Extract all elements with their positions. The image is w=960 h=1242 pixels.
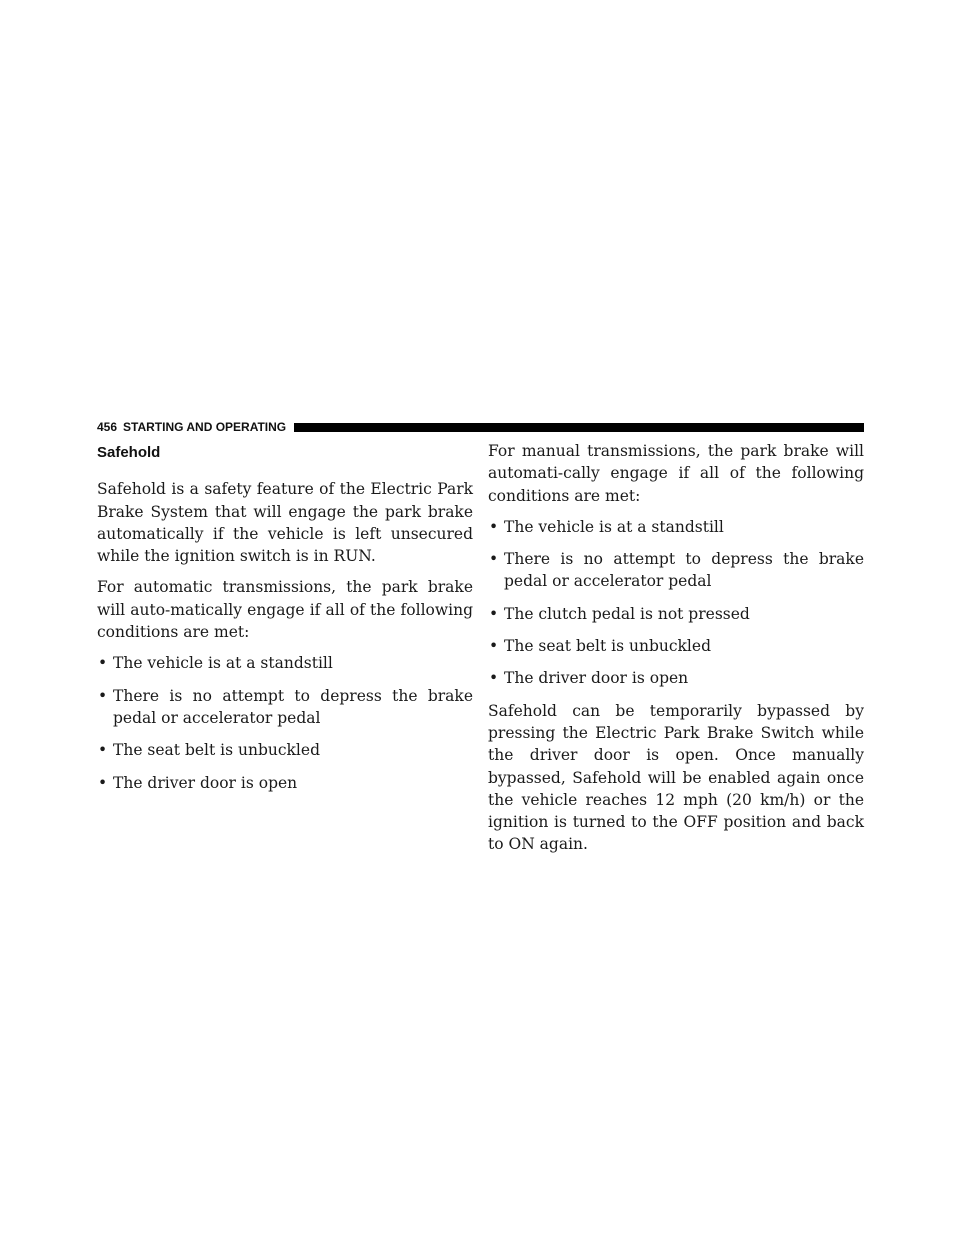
list-item-text: The driver door is open bbox=[504, 669, 689, 688]
list-item bbox=[488, 516, 864, 538]
bullet-icon: • bbox=[489, 517, 499, 536]
bullet-icon: • bbox=[98, 654, 108, 673]
bullet-icon: • bbox=[98, 773, 108, 792]
bullet-icon: • bbox=[489, 604, 499, 623]
bullet-icon: • bbox=[98, 686, 108, 705]
list-item bbox=[488, 667, 864, 689]
page-number: 456 bbox=[97, 420, 118, 434]
list-item bbox=[97, 685, 473, 730]
list-item-text: The seat belt is unbuckled bbox=[113, 741, 320, 760]
list-item bbox=[488, 603, 864, 625]
bypass-paragraph: Safehold can be temporarily bypassed by pressing the Electric Park Brake Switch while the driver door is open. Once manually bypassed, Safehold will be enabled again once the vehicle reaches 12 mph (20 km/h) or the ignition is turned to the OFF position and back to ON again. bbox=[488, 701, 864, 854]
list-item-text: The vehicle is at a standstill bbox=[504, 517, 724, 536]
automatic-intro-paragraph: For automatic transmissions, the park brake will auto-matically engage if all of the following conditions are met: bbox=[97, 578, 473, 642]
list-item-text: The driver door is open bbox=[113, 773, 298, 792]
intro-paragraph: Safehold is a safety feature of the Electric Park Brake System that will engage the park brake automatically if the vehicle is left unsecured while the ignition switch is in RUN. bbox=[97, 480, 473, 566]
list-item bbox=[488, 635, 864, 657]
section-heading: Safehold bbox=[97, 444, 161, 461]
bullet-icon: • bbox=[489, 669, 499, 688]
section-title: STARTING AND OPERATING bbox=[123, 420, 287, 434]
header-rule bbox=[294, 423, 864, 432]
list-item-text: There is no attempt to depress the brake pedal or accelerator pedal bbox=[504, 550, 864, 591]
list-item bbox=[97, 772, 473, 794]
list-item bbox=[488, 548, 864, 593]
bullet-icon: • bbox=[98, 741, 108, 760]
list-item-text: The vehicle is at a standstill bbox=[113, 654, 333, 673]
list-item-text: There is no attempt to depress the brake pedal or accelerator pedal bbox=[113, 686, 473, 727]
list-item bbox=[97, 652, 473, 674]
automatic-conditions-list bbox=[97, 652, 473, 793]
left-column bbox=[97, 440, 473, 804]
right-column bbox=[488, 440, 864, 865]
page-header bbox=[97, 419, 864, 435]
bullet-icon: • bbox=[489, 637, 499, 656]
list-item-text: The clutch pedal is not pressed bbox=[504, 604, 750, 623]
manual-conditions-list bbox=[488, 516, 864, 690]
list-item-text: The seat belt is unbuckled bbox=[504, 637, 711, 656]
list-item bbox=[97, 739, 473, 761]
bullet-icon: • bbox=[489, 550, 499, 569]
manual-intro-paragraph: For manual transmissions, the park brake will automati-cally engage if all of the following conditions are met: bbox=[488, 442, 864, 505]
